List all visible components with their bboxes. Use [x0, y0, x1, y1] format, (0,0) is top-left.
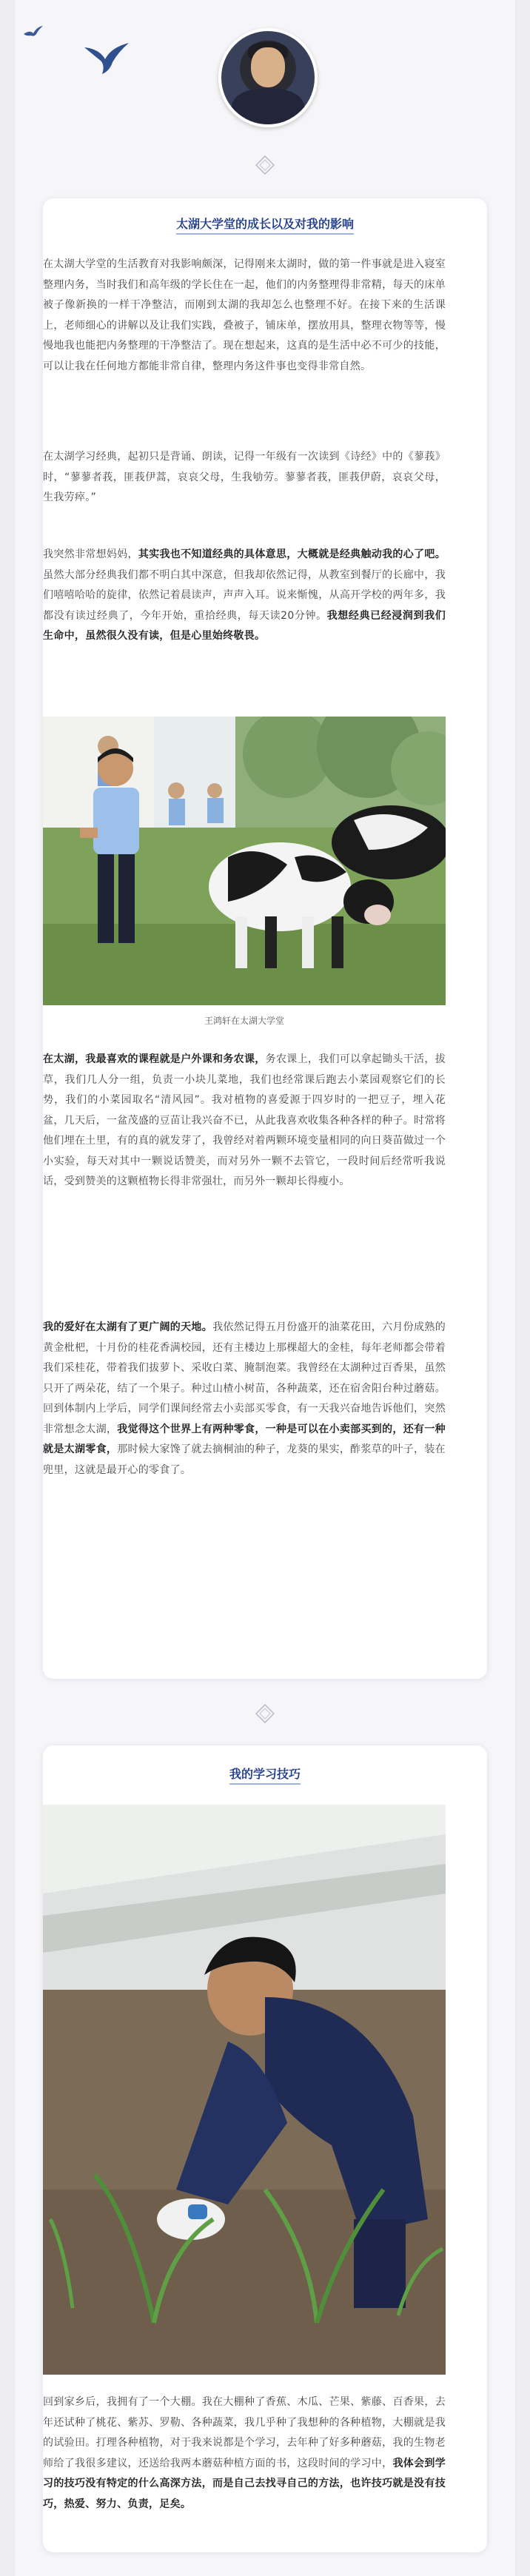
diamond-divider-icon — [255, 155, 275, 175]
section-title-study: 我的学习技巧 — [43, 1765, 487, 1782]
swallow-large-icon — [83, 40, 130, 77]
diamond-divider-icon — [255, 1704, 275, 1723]
paragraph-greenhouse: 回到家乡后，我拥有了一个大棚。我在大棚种了香蕉、木瓜、芒果、紫藤、百香果，去年还试种了桃花、紫苏、罗勒、各种蔬菜，我几乎种了我想种的各种植物，大棚就是我的试验田。打理各种植物，对于我来说都是个学习，去年种了好多种蘑菇，我的生物老师给了我很多建议，还送给我两本蘑菇种植方面的书，这段时间的学习中，我体会到学习的技巧没有特定的什么高深方法，而是自己去找寻自己的方法，也许技巧就是没有技巧，热爱、努力、负责，足矣。 — [43, 2396, 446, 2510]
paragraph-hobby: 我的爱好在太湖有了更广阔的天地。我依然记得五月份盛开的油菜花田，六月份成熟的黄金枇杷，十月份的桂花香满校园，还有主楼边上那棵超大的金桂，每年老师都会带着我们采桂花，带着我们拔萝卜、采收白菜、腌制泡菜。我曾经在太湖种过百香果，虽然只开了两朵花，结了一个果子。种过山楂小树苗，各种蔬菜，还在宿舍阳台种过蘑菇。回到体制内上学后，同学们课间经常去小卖部买零食，有一天我兴奋地告诉他们，突然非常想念太湖，我觉得这个世界上有两种零食，一种是可以在小卖部买到的，还有一种就是太湖零食，那时候大家馋了就去摘桐油的种子，龙葵的果实，酢浆草的叶子，装在兜里，这就是最开心的零食了。 — [43, 1321, 446, 1476]
photo-caption: 王鸿轩在太湖大学堂 — [204, 1016, 284, 1026]
paragraph-farming: 在太湖，我最喜欢的课程就是户外课和务农课，务农课上，我们可以拿起锄头干活，拔草，我们几人分一组，负责一小块儿菜地，我们也经常课后跑去小菜园观察它们的长势，我们的小菜园取名“清风园”。我对植物的喜爱源于四岁时的一把豆子，埋入花盆，几天后，一盆茂盛的豆苗让我兴奋不已，从此我喜欢收集各种各样的种子。时常将他们埋在土里，有的真的就发芽了，我曾经对着两颗环境变量相同的向日葵苗做过一个小实验，每天对其中一颗说话赞美，而对另外一颗不去管它，一段时间后经常听我说话，受到赞美的这颗植物长得非常强壮，而另外一颗却长得瘦小。 — [43, 1053, 446, 1187]
swallow-small-icon — [22, 25, 44, 40]
photo-boy-with-cows — [43, 717, 446, 1005]
photo-boy-planting-corn — [43, 1805, 446, 2375]
paragraph-dorm: 在太湖大学堂的生活教育对我影响颇深，记得刚来太湖时，做的第一件事就是进入寝室整理内务，当时我们和高年级的学长住在一起，他们的内务整理得非常精，每天的床单被子像新换的一样干净整洁，而刚到太湖的我却怎么也整理不好。在接下来的生活课上，老师细心的讲解以及让我们实践，叠被子，铺床单，摆放用具，整理衣物等等，慢慢地我也能把内务整理的干净整洁了。现在想起来，这真的是生活中必不可少的技能，可以让我在任何地方都能非常自律，整理内务这件事也变得非常自然。 — [43, 258, 446, 372]
paragraph-classics: 在太湖学习经典，起初只是背诵、朗读，记得一年级有一次读到《诗经》中的《蓼莪》时，“蓼蓼者莪，匪莪伊蒿，哀哀父母，生我劬劳。蓼蓼者莪，匪莪伊蔚，哀哀父母，生我劳瘁。” — [43, 451, 446, 503]
paragraph-missing-mom: 我突然非常想妈妈，其实我也不知道经典的具体意思，大概就是经典触动我的心了吧。虽然大部分经典我们都不明白其中深意，但我却依然记得，从教室到餐厅的长廊中，我们嘻嘻哈哈的旋律，依然记着晨读声，声声入耳。说来惭愧，从高开学校的两年多，我都没有读过经典了，今年开始，重拾经典，每天读20分钟。我想经典已经浸润到我们生命中，虽然很久没有读，但是心里始终敬畏。 — [43, 549, 446, 642]
avatar — [218, 28, 318, 127]
section-title-growth: 太湖大学堂的成长以及对我的影响 — [43, 215, 487, 232]
